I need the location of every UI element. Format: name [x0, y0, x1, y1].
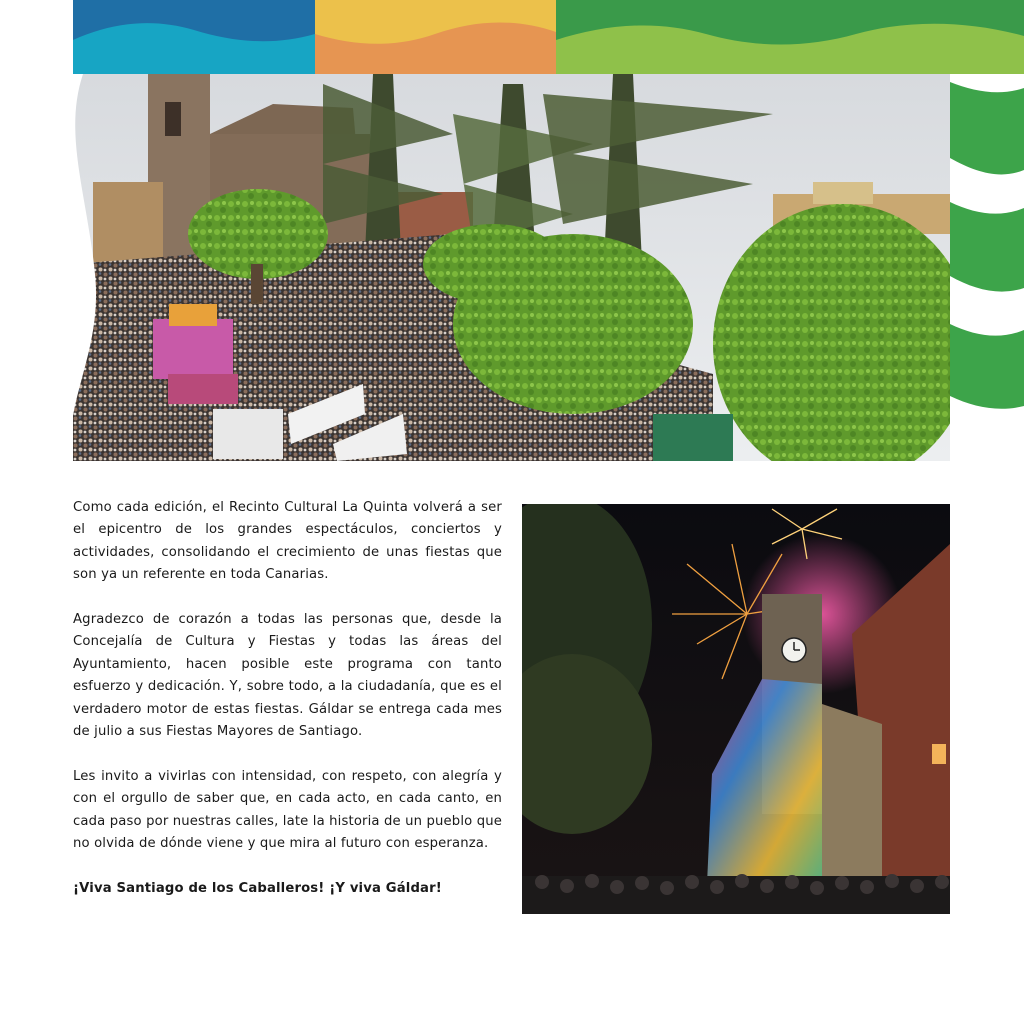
side-wave-decoration [950, 74, 1024, 414]
header-band-orange [315, 0, 556, 74]
closing-line: ¡Viva Santiago de los Caballeros! ¡Y viva Gáldar! [73, 880, 442, 896]
article-text [73, 497, 502, 923]
paragraph-1: Como cada edición, el Recinto Cultural La Quinta volverá a ser el epicentro de los grandes espectáculos, conciertos y actividades, consolidando el crecimiento de unas fiestas que son ya un referente en toda Canarias. [73, 500, 502, 583]
paragraph-3: Les invito a vivirlas con intensidad, con respeto, con alegría y con el orgullo de saber que, en cada acto, en cada canto, en cada paso por nuestras calles, late la historia de un pueblo que no olvida de dónde viene y que mira al futuro con esperanza. [73, 768, 502, 852]
side-wave-2 [950, 202, 1024, 292]
paragraph-2: Agradezco de corazón a todas las personas que, desde la Concejalía de Cultura y Fiestas y todas las áreas del Ayuntamiento, hacen posible este programa con tanto esfuerzo y dedicación. Y, sobre todo, a la ciudadanía, que es el verdadero motor de estas fiestas. Gáldar se entrega cada mes de julio a sus Fiestas Mayores de Santiago. [73, 612, 502, 740]
night-fireworks-photo [522, 504, 950, 914]
header-band-blue [73, 0, 315, 74]
side-wave-3 [950, 324, 1024, 409]
plaza-crowd-photo [73, 74, 950, 461]
side-wave-1 [950, 82, 1024, 174]
header-band-green [556, 0, 1024, 74]
